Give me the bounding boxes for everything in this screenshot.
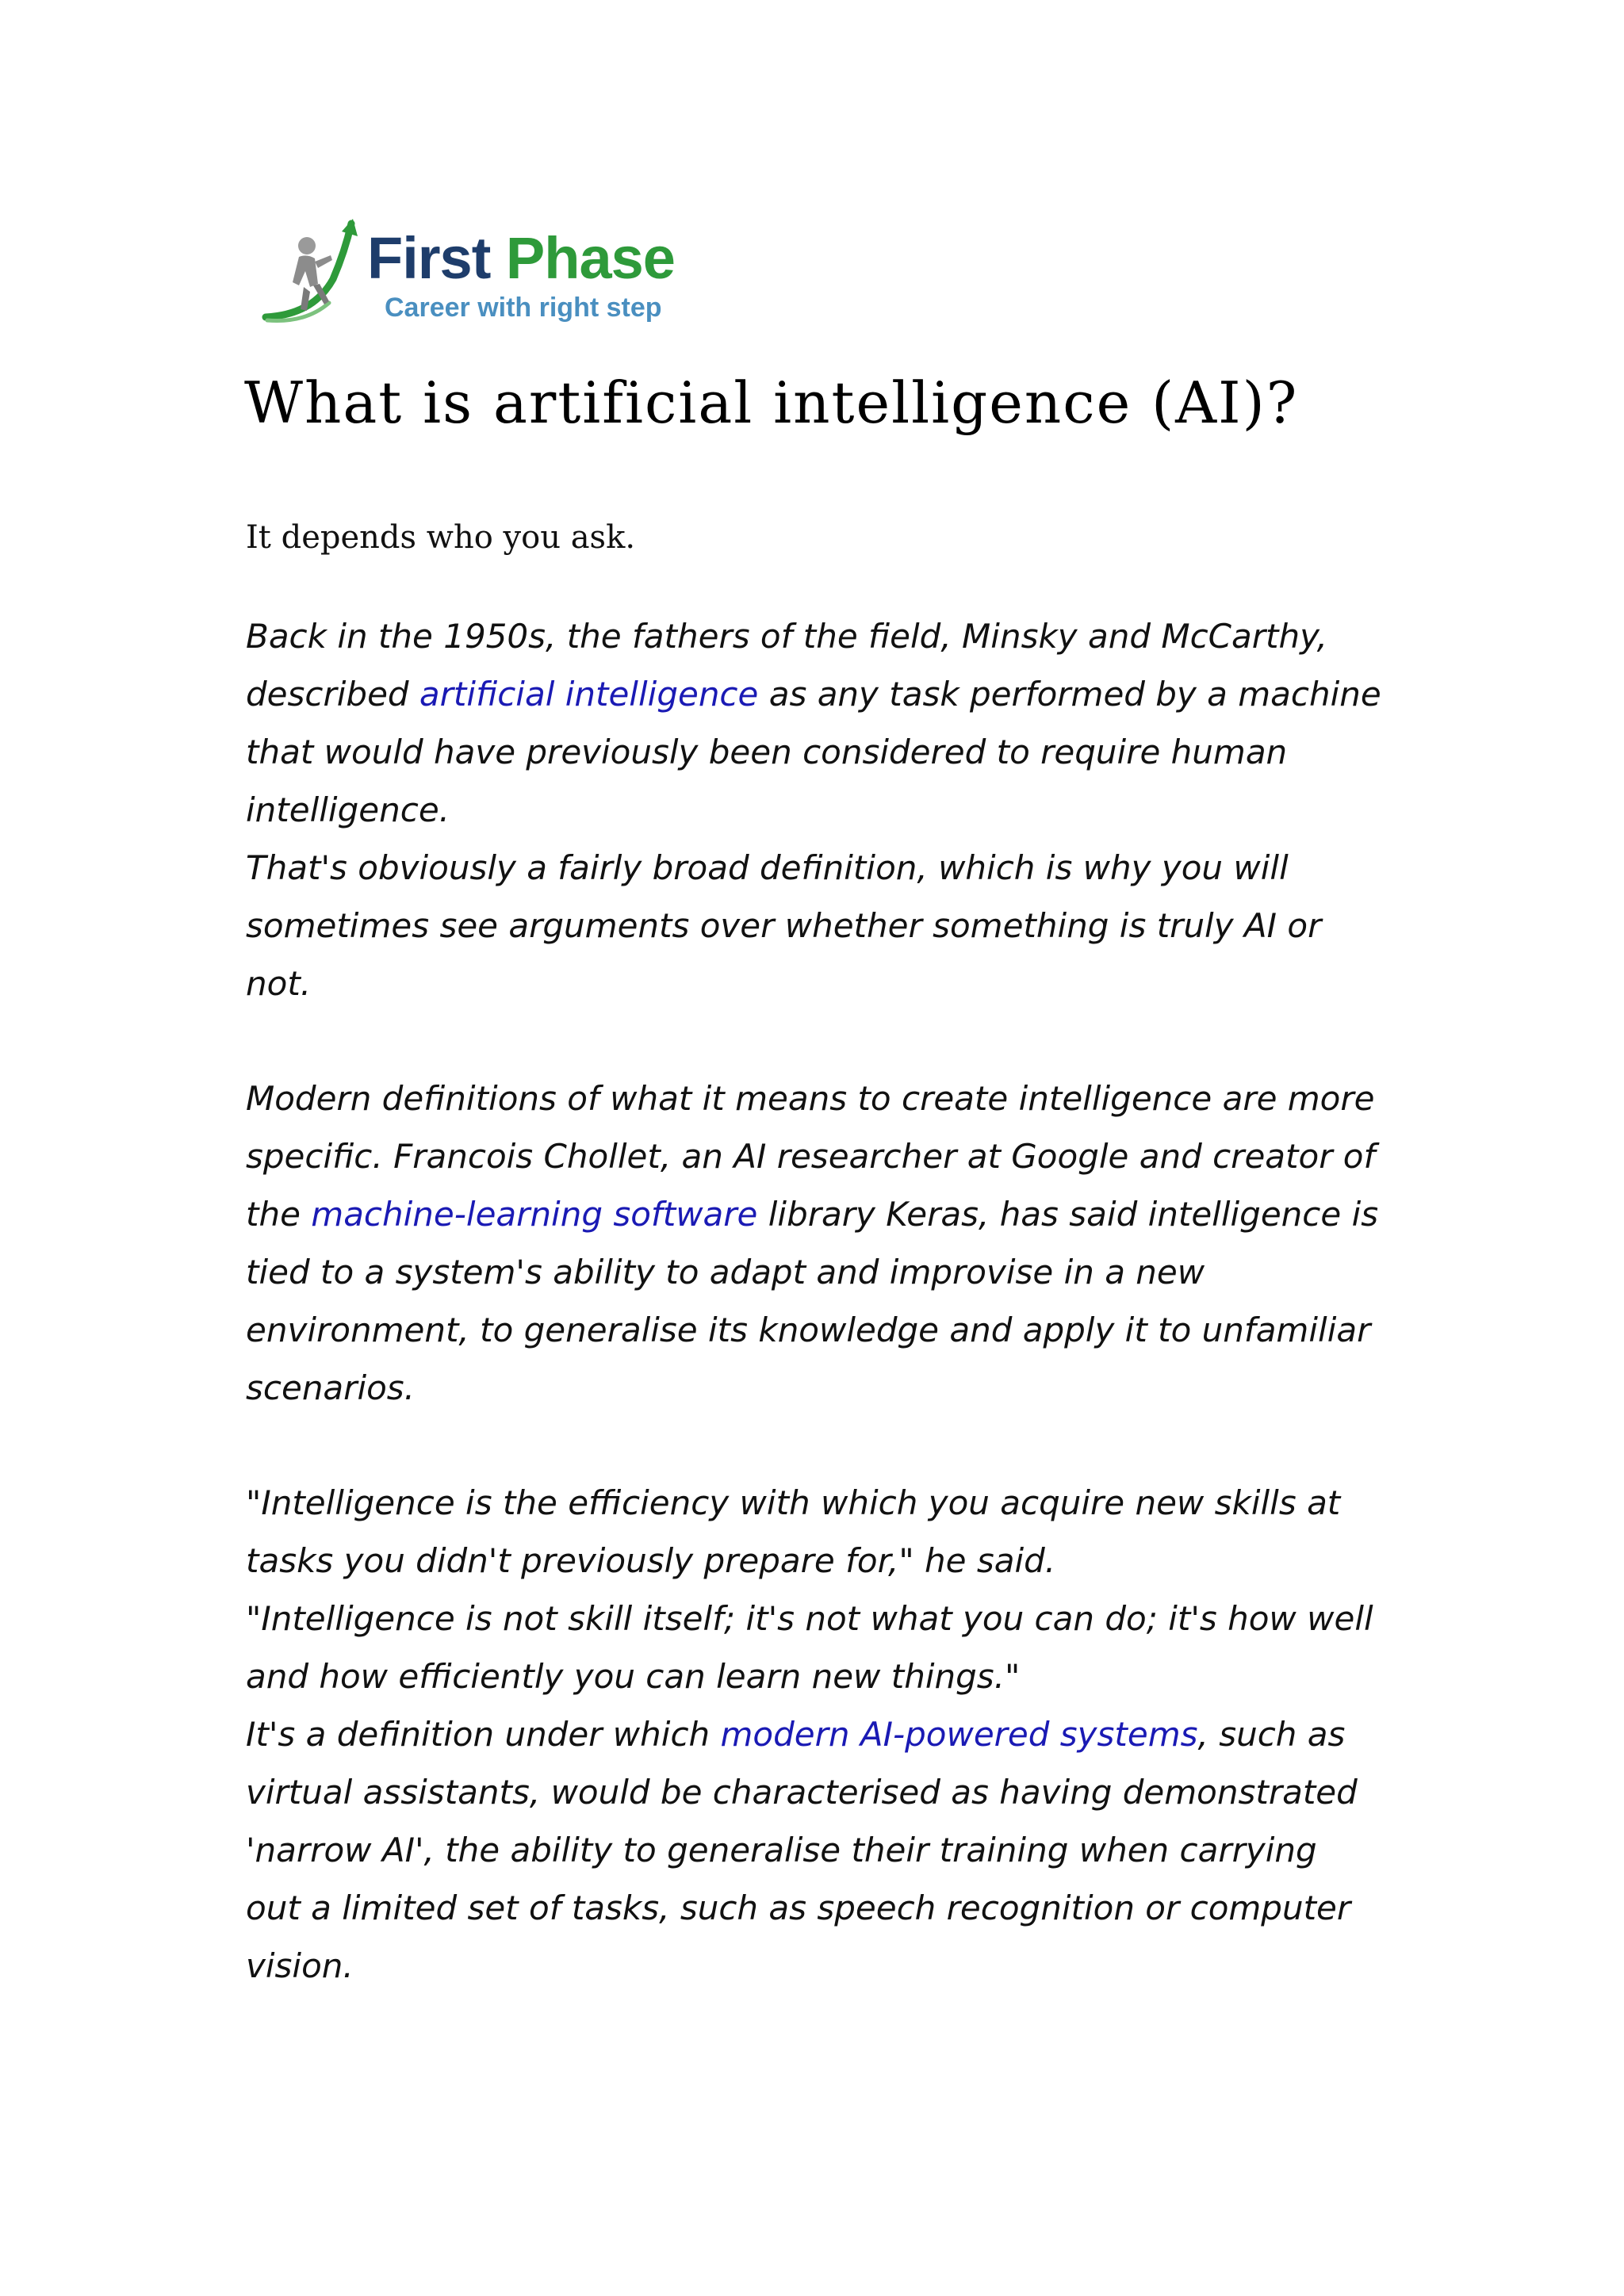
- climbing-figure-icon: [258, 216, 369, 335]
- text-line: tied to a system's ability to adapt and improvise in a new: [246, 1253, 1205, 1292]
- text-line: that would have previously been considered to require human: [246, 733, 1288, 771]
- paragraph-quotes: [246, 1474, 1419, 1995]
- text-line: tasks you didn't previously prepare for," he said.: [246, 1541, 1056, 1580]
- intro-line: It depends who you ask.: [246, 519, 636, 556]
- logo-title-second: Phase: [505, 225, 675, 291]
- text-line: Back in the 1950s, the fathers of the field, Minsky and McCarthy,: [246, 617, 1328, 656]
- text-line: 'narrow AI', the ability to generalise their training when carrying: [246, 1831, 1317, 1869]
- text-segment: as any task performed by a machine: [758, 675, 1381, 714]
- text-line: not.: [246, 964, 312, 1003]
- text-line: sometimes see arguments over whether something is truly AI or: [246, 906, 1322, 945]
- text-line: "Intelligence is the efficiency with which you acquire new skills at: [246, 1483, 1341, 1522]
- text-line: [246, 1705, 1419, 1763]
- page-title: What is artificial intelligence (AI)?: [244, 369, 1299, 436]
- text-line: Modern definitions of what it means to create intelligence are more: [246, 1079, 1375, 1118]
- text-line: virtual assistants, would be characterised as having demonstrated: [246, 1773, 1358, 1812]
- first-phase-logo: [258, 216, 686, 335]
- text-line: specific. Francois Chollet, an AI researcher at Google and creator of: [246, 1137, 1376, 1176]
- text-segment: It's a definition under which: [246, 1715, 721, 1754]
- text-line: [246, 665, 1419, 723]
- logo-tagline: Career with right step: [385, 293, 662, 323]
- text-line: [246, 1185, 1419, 1243]
- text-segment: the: [246, 1195, 312, 1234]
- text-segment: described: [246, 675, 419, 714]
- text-line: vision.: [246, 1946, 354, 1985]
- text-line: "Intelligence is not skill itself; it's not what you can do; it's how well: [246, 1599, 1373, 1638]
- text-segment: , such as: [1197, 1715, 1346, 1754]
- text-line: out a limited set of tasks, such as speech recognition or computer: [246, 1888, 1351, 1927]
- text-line: That's obviously a fairly broad definition, which is why you will: [246, 848, 1289, 887]
- text-segment: library Keras, has said intelligence is: [757, 1195, 1379, 1234]
- link-artificial-intelligence[interactable]: artificial intelligence: [419, 675, 759, 714]
- link-modern-ai-powered-systems[interactable]: modern AI-powered systems: [720, 1715, 1198, 1754]
- link-machine-learning-software[interactable]: machine-learning software: [311, 1195, 758, 1234]
- text-line: intelligence.: [246, 790, 450, 829]
- logo-title-first: First: [367, 225, 491, 291]
- text-line: scenarios.: [246, 1368, 416, 1407]
- paragraph-modern-definitions: [246, 1070, 1419, 1417]
- text-line: environment, to generalise its knowledge and apply it to unfamiliar: [246, 1311, 1371, 1349]
- text-line: and how efficiently you can learn new things.": [246, 1657, 1021, 1696]
- logo-title: [367, 227, 675, 290]
- paragraph-history: [246, 607, 1419, 1012]
